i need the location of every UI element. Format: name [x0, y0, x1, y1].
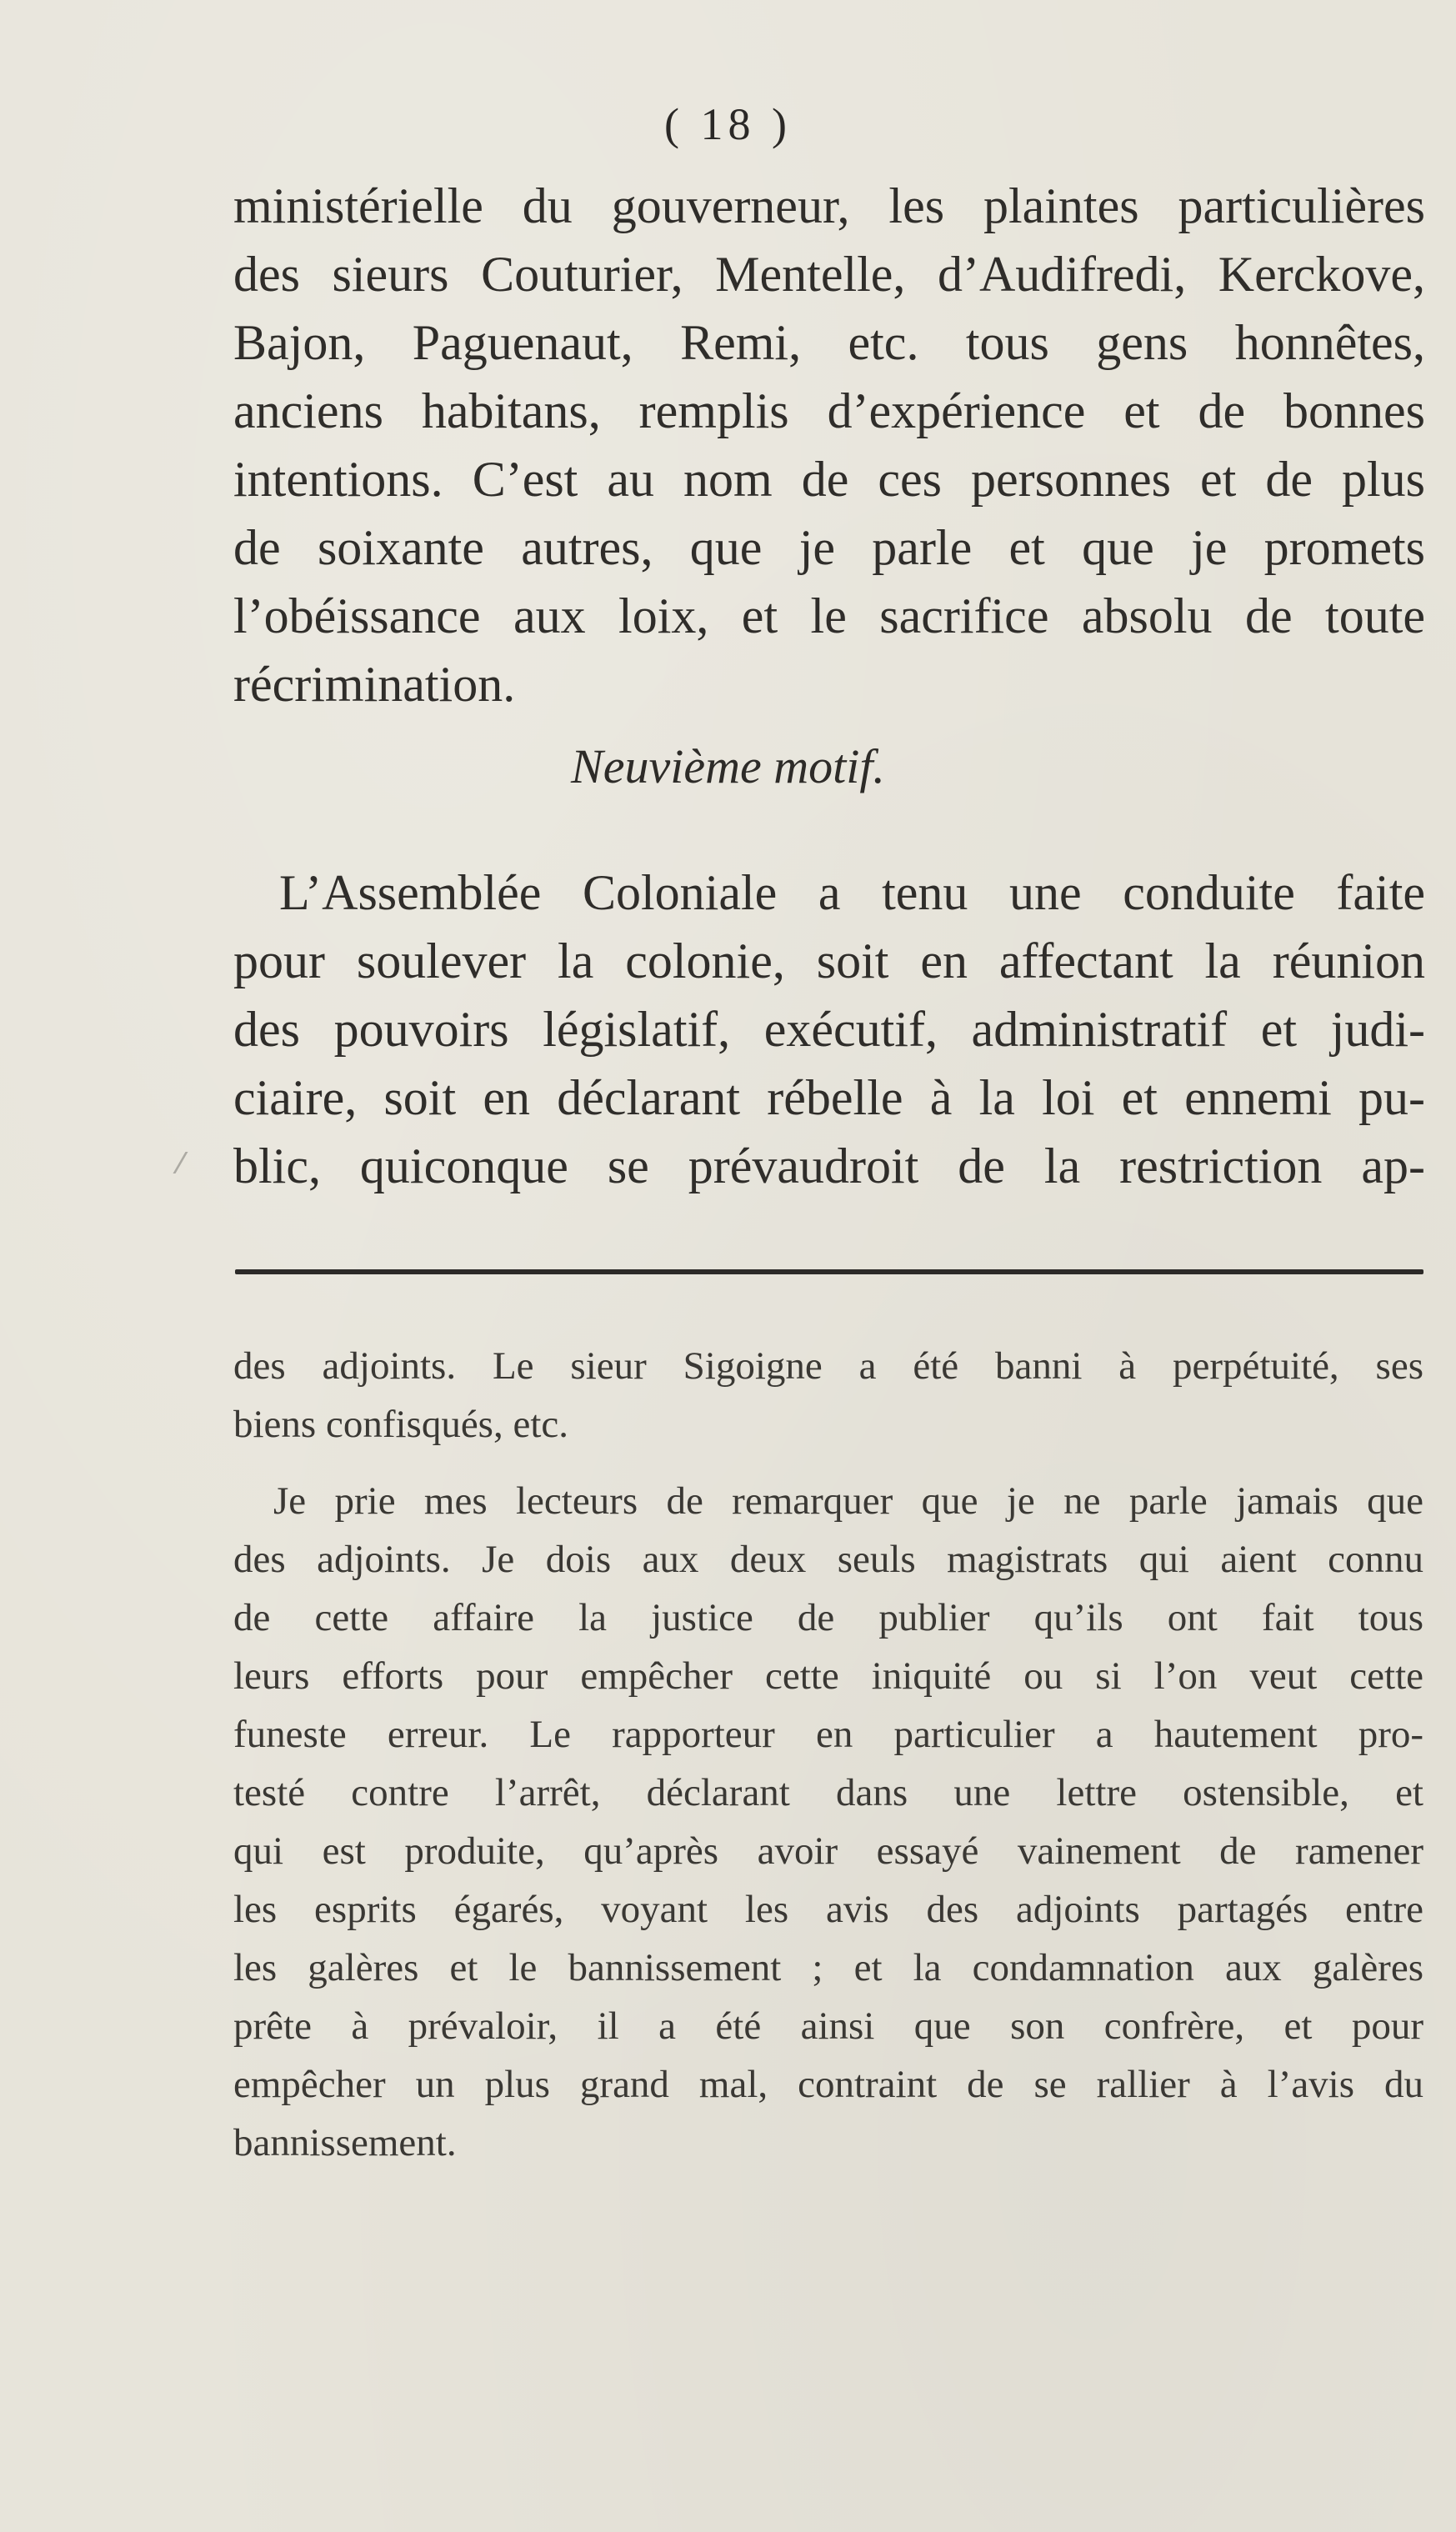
- text-line: des sieurs Couturier, Mentelle, d’Audifredi, Kerckove,: [233, 247, 1425, 302]
- text-line: blic, quiconque se prévaudroit de la restriction ap-: [233, 1138, 1425, 1193]
- text-line: des pouvoirs législatif, exécutif, administratif et judi-: [233, 1002, 1425, 1057]
- text-line: ciaire, soit en déclarant rébelle à la loi et ennemi pu-: [233, 1070, 1425, 1125]
- footnote-continuation: [233, 1337, 1423, 1454]
- text-line: anciens habitans, remplis d’expérience et de bonnes: [233, 383, 1425, 438]
- footnote-paragraph: [233, 1472, 1423, 2172]
- footnote-line: qui est produite, qu’après avoir essayé vainement de ramener: [233, 1829, 1423, 1873]
- footnote-line: prête à prévaloir, il a été ainsi que son confrère, et pour: [233, 2004, 1423, 2048]
- footnote-line: bannissement.: [233, 2121, 457, 2164]
- footnote-line: Je prie mes lecteurs de remarquer que je ne parle jamais que: [273, 1479, 1423, 1523]
- footnote-line: testé contre l’arrêt, déclarant dans une lettre ostensible, et: [233, 1771, 1423, 1814]
- text-line: Bajon, Paguenaut, Remi, etc. tous gens honnêtes,: [233, 315, 1425, 370]
- text-line: l’obéissance aux loix, et le sacrifice absolu de toute: [233, 588, 1425, 643]
- text-line: pour soulever la colonie, soit en affectant la réunion: [233, 933, 1425, 988]
- footnote-line: funeste erreur. Le rapporteur en particulier a hautement pro-: [233, 1713, 1423, 1756]
- section-heading: Neuvième motif.: [571, 739, 885, 793]
- footnote-line: des adjoints. Je dois aux deux seuls magistrats qui aient connu: [233, 1538, 1423, 1581]
- text-line: L’Assemblée Coloniale a tenu une conduite faite: [279, 865, 1425, 920]
- margin-mark: [173, 1152, 206, 1173]
- footnote-line: leurs efforts pour empêcher cette iniquité ou si l’on veut cette: [233, 1654, 1423, 1698]
- text-line: récrimination.: [233, 657, 516, 712]
- page-number: ( 18 ): [664, 99, 792, 149]
- text-line: intentions. C’est au nom de ces personnes et de plus: [233, 452, 1425, 507]
- footnote-line: des adjoints. Le sieur Sigoigne a été banni à perpétuité, ses: [233, 1344, 1423, 1388]
- footnote-line: empêcher un plus grand mal, contraint de se rallier à l’avis du: [233, 2063, 1423, 2106]
- text-line: de soixante autres, que je parle et que je promets: [233, 520, 1425, 575]
- main-paragraph: [233, 172, 1425, 718]
- footnote-line: biens confisqués, etc.: [233, 1403, 569, 1446]
- text-line: ministérielle du gouverneur, les plaintes particulières: [233, 178, 1425, 233]
- footnote-line: les galères et le bannissement ; et la condamnation aux galères: [233, 1946, 1423, 1989]
- footnote-line: de cette affaire la justice de publier qu’ils ont fait tous: [233, 1596, 1423, 1639]
- second-paragraph: [233, 858, 1425, 1200]
- footnote-line: les esprits égarés, voyant les avis des adjoints partagés entre: [233, 1888, 1423, 1931]
- footnote-separator-rule: [235, 1269, 1423, 1274]
